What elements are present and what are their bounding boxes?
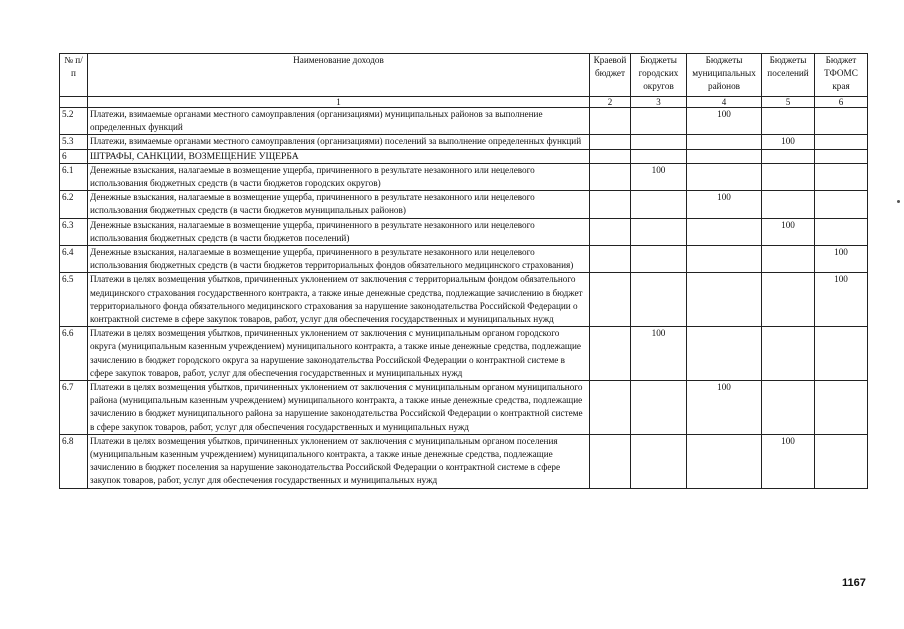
municipal-district-share <box>687 246 762 273</box>
col-header-regional-budget: Краевой бюджет <box>590 54 631 97</box>
revenue-name: Платежи в целях возмещения убытков, причиненных уклонением от заключения с муниципальным органом городского округа (муниципальным казенным учреждением) муниципального контракта, а также иные денежные средства, подлежащие зачислению в бюджет городского округа за нарушение законодательства Российской Федерации о контрактной системе в сфере закупок товаров, работ, услуг для обеспечения государственных и муниципальных нужд <box>88 327 590 381</box>
municipal-district-share <box>687 135 762 149</box>
scan-mark <box>897 200 900 203</box>
settlement-share: 100 <box>762 434 815 488</box>
index-cell: 4 <box>687 97 762 108</box>
tfoms-share <box>815 218 868 245</box>
city-district-share <box>631 108 687 135</box>
table-row <box>60 381 868 435</box>
settlement-share <box>762 273 815 327</box>
row-number: 6.7 <box>60 381 88 435</box>
section-title: ШТРАФЫ, САНКЦИИ, ВОЗМЕЩЕНИЕ УЩЕРБА <box>88 149 590 163</box>
revenue-distribution-table <box>59 53 868 489</box>
tfoms-share <box>815 135 868 149</box>
revenue-name: Платежи, взимаемые органами местного самоуправления (организациями) муниципальных районов за выполнение определенных функций <box>88 108 590 135</box>
index-cell: 2 <box>590 97 631 108</box>
revenue-name: Платежи в целях возмещения убытков, причиненных уклонением от заключения с муниципальным органом муниципального района (муниципальным казенным учреждением) муниципального контракта, а также иные денежные средства, подлежащие зачислению в бюджет муниципального района за нарушение законодательства Российской Федерации о контрактной системе в сфере закупок товаров, работ, услуг для обеспечения государственных и муниципальных нужд <box>88 381 590 435</box>
settlement-share <box>762 149 815 163</box>
revenue-name: Платежи в целях возмещения убытков, причиненных уклонением от заключения с муниципальным органом поселения (муниципальным казенным учреждением) муниципального контракта, а также иные денежные средства, подлежащие зачислению в бюджет поселения за нарушение законодательства Российской Федерации о контрактной системе в сфере закупок товаров, работ, услуг для обеспечения государственных и муниципальных нужд <box>88 434 590 488</box>
regional-share <box>590 163 631 190</box>
row-number: 5.3 <box>60 135 88 149</box>
regional-share <box>590 246 631 273</box>
settlement-share <box>762 108 815 135</box>
municipal-district-share: 100 <box>687 381 762 435</box>
index-cell: 1 <box>88 97 590 108</box>
row-number: 6.3 <box>60 218 88 245</box>
city-district-share <box>631 246 687 273</box>
municipal-district-share <box>687 163 762 190</box>
table-row <box>60 191 868 218</box>
tfoms-share: 100 <box>815 246 868 273</box>
city-district-share: 100 <box>631 327 687 381</box>
settlement-share <box>762 246 815 273</box>
settlement-share: 100 <box>762 218 815 245</box>
table-row <box>60 163 868 190</box>
municipal-district-share <box>687 327 762 381</box>
table-row <box>60 108 868 135</box>
regional-share <box>590 108 631 135</box>
city-district-share <box>631 218 687 245</box>
table-row <box>60 273 868 327</box>
col-header-tfoms: Бюджет ТФОМС края <box>815 54 868 97</box>
row-number: 6 <box>60 149 88 163</box>
row-number: 6.4 <box>60 246 88 273</box>
index-cell: 5 <box>762 97 815 108</box>
col-header-municipal-districts: Бюджеты муниципальных районов <box>687 54 762 97</box>
index-cell: 3 <box>631 97 687 108</box>
city-district-share <box>631 135 687 149</box>
city-district-share <box>631 434 687 488</box>
tfoms-share <box>815 381 868 435</box>
regional-share <box>590 135 631 149</box>
municipal-district-share: 100 <box>687 191 762 218</box>
regional-share <box>590 327 631 381</box>
tfoms-share <box>815 149 868 163</box>
table-row <box>60 434 868 488</box>
tfoms-share <box>815 434 868 488</box>
table-row <box>60 135 868 149</box>
municipal-district-share <box>687 434 762 488</box>
regional-share <box>590 218 631 245</box>
city-district-share <box>631 273 687 327</box>
tfoms-share <box>815 108 868 135</box>
col-header-num: № п/п <box>60 54 88 97</box>
city-district-share <box>631 149 687 163</box>
tfoms-share: 100 <box>815 273 868 327</box>
section-row <box>60 149 868 163</box>
page-number: 1167 <box>842 577 866 589</box>
regional-share <box>590 191 631 218</box>
regional-share <box>590 149 631 163</box>
city-district-share: 100 <box>631 163 687 190</box>
regional-share <box>590 381 631 435</box>
col-header-name: Наименование доходов <box>88 54 590 97</box>
row-number: 6.8 <box>60 434 88 488</box>
settlement-share <box>762 381 815 435</box>
header-row <box>60 54 868 97</box>
table-row <box>60 327 868 381</box>
regional-share <box>590 273 631 327</box>
city-district-share <box>631 381 687 435</box>
row-number: 6.2 <box>60 191 88 218</box>
index-cell-blank <box>60 97 88 108</box>
regional-share <box>590 434 631 488</box>
col-header-settlements: Бюджеты поселений <box>762 54 815 97</box>
revenue-name: Денежные взыскания, налагаемые в возмещение ущерба, причиненного в результате незаконного или нецелевого использования бюджетных средств (в части бюджетов городских округов) <box>88 163 590 190</box>
col-header-city-districts: Бюджеты городских округов <box>631 54 687 97</box>
municipal-district-share <box>687 149 762 163</box>
row-number: 6.1 <box>60 163 88 190</box>
revenue-name: Денежные взыскания, налагаемые в возмещение ущерба, причиненного в результате незаконного или нецелевого использования бюджетных средств (в части бюджетов поселений) <box>88 218 590 245</box>
municipal-district-share <box>687 273 762 327</box>
settlement-share <box>762 327 815 381</box>
revenue-name: Денежные взыскания, налагаемые в возмещение ущерба, причиненного в результате незаконного или нецелевого использования бюджетных средств (в части бюджетов муниципальных районов) <box>88 191 590 218</box>
municipal-district-share: 100 <box>687 108 762 135</box>
row-number: 5.2 <box>60 108 88 135</box>
table-row <box>60 218 868 245</box>
revenue-name: Денежные взыскания, налагаемые в возмещение ущерба, причиненного в результате незаконного или нецелевого использования бюджетных средств (в части бюджетов территориальных фондов обязательного медицинского страхования) <box>88 246 590 273</box>
row-number: 6.5 <box>60 273 88 327</box>
tfoms-share <box>815 163 868 190</box>
settlement-share: 100 <box>762 135 815 149</box>
revenue-name: Платежи в целях возмещения убытков, причиненных уклонением от заключения с территориальным фондом обязательного медицинского страхования государственного контракта, а также иные денежные средства, подлежащие зачислению в бюджет территориального фонда обязательного медицинского страхования за нарушение законодательства Российской Федерации о контрактной системе в сфере закупок товаров, работ, услуг для обеспечения государственных и муниципальных нужд <box>88 273 590 327</box>
tfoms-share <box>815 327 868 381</box>
municipal-district-share <box>687 218 762 245</box>
settlement-share <box>762 163 815 190</box>
column-index-row <box>60 97 868 108</box>
revenue-name: Платежи, взимаемые органами местного самоуправления (организациями) поселений за выполнение определенных функций <box>88 135 590 149</box>
table-row <box>60 246 868 273</box>
settlement-share <box>762 191 815 218</box>
tfoms-share <box>815 191 868 218</box>
city-district-share <box>631 191 687 218</box>
row-number: 6.6 <box>60 327 88 381</box>
index-cell: 6 <box>815 97 868 108</box>
